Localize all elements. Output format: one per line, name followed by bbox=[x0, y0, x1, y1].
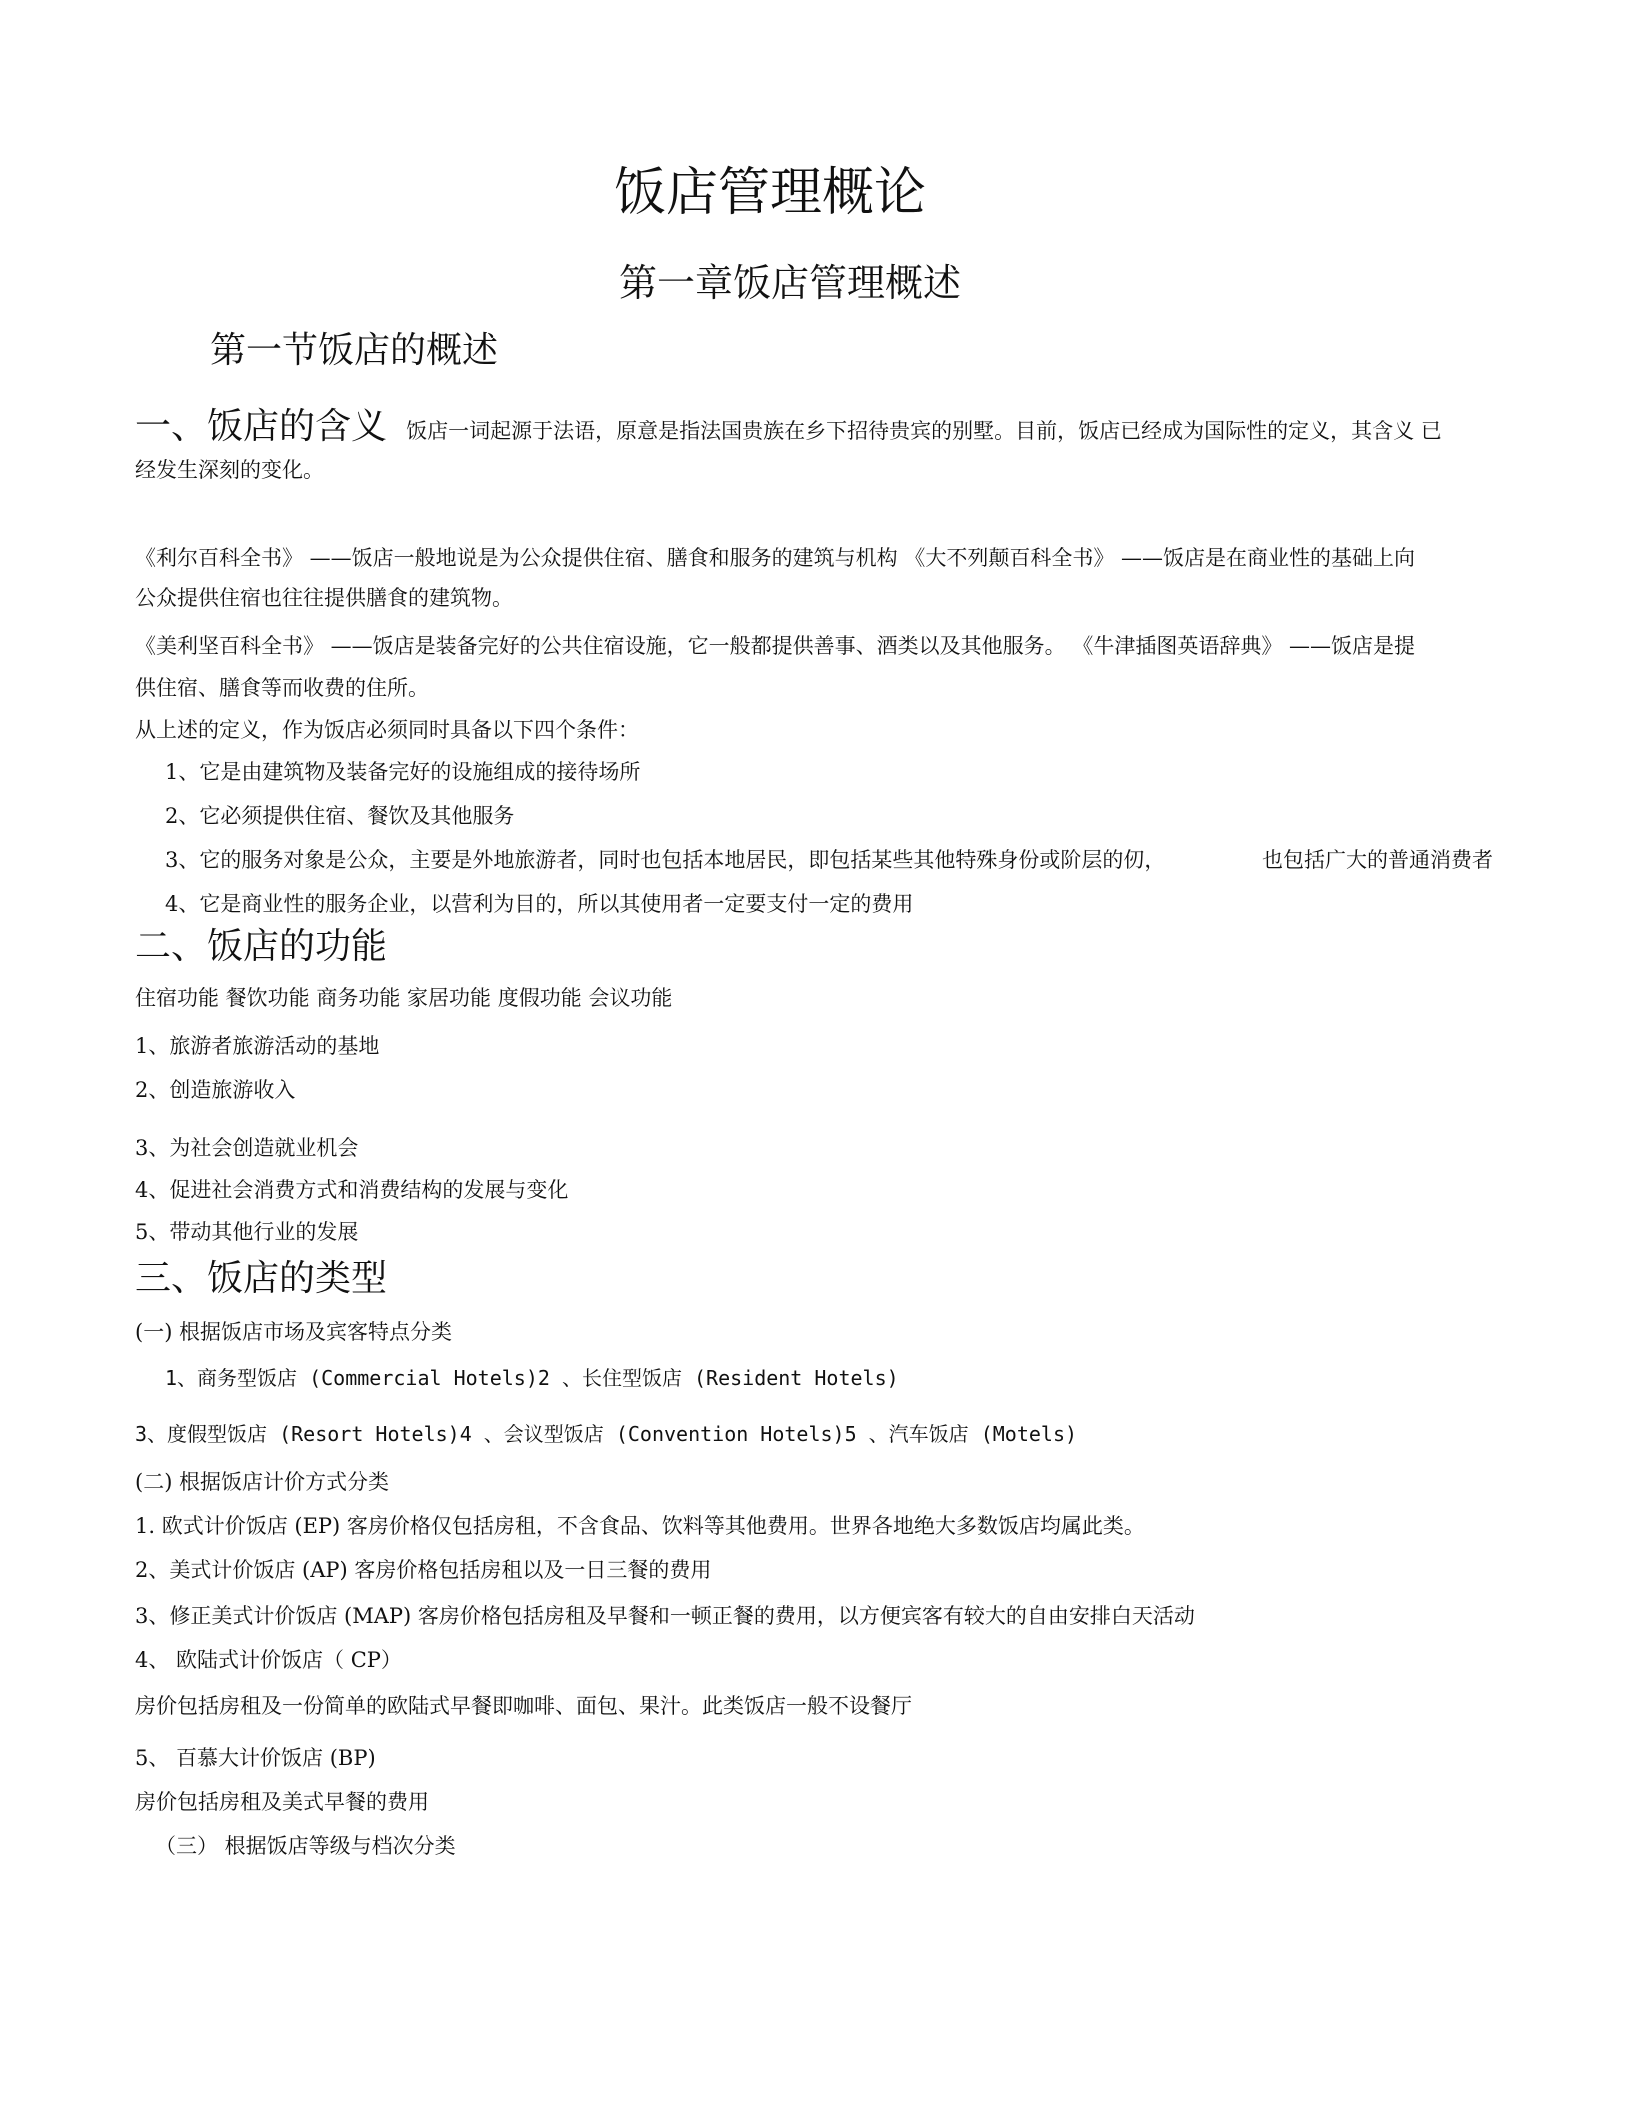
conditions-intro: 从上述的定义，作为饭店必须同时具备以下四个条件： bbox=[135, 718, 639, 742]
condition-item: 3、它的服务对象是公众，主要是外地旅游者，同时也包括本地居民，即包括某些其他特殊身份或阶层的仞， bbox=[165, 848, 1166, 872]
document-title: 饭店管理概论 bbox=[613, 163, 926, 223]
function-item: 3、为社会创造就业机会 bbox=[135, 1136, 359, 1160]
function-item: 1、旅游者旅游活动的基地 bbox=[135, 1034, 380, 1058]
part1-intro-b: 经发生深刻的变化。 bbox=[135, 458, 324, 482]
pricing-item: 3、修正美式计价饭店 (MAP) 客房价格包括房租及早餐和一顿正餐的费用，以方便宾客有较大的自由安排白天活动 bbox=[135, 1604, 1195, 1628]
definition-1-b: 公众提供住宿也往往提供膳食的建筑物。 bbox=[135, 586, 513, 610]
part2-heading: 二、饭店的功能 bbox=[135, 926, 388, 967]
definition-1-a: 《利尔百科全书》 ——饭店一般地说是为公众提供住宿、膳食和服务的建筑与机构 《大不列颠百科全书》 ——饭店是在商业性的基础上向 bbox=[135, 546, 1416, 570]
section-heading: 第一节饭店的概述 bbox=[210, 330, 499, 371]
pricing-item: 5、 百慕大计价饭店 (BP) bbox=[135, 1746, 376, 1770]
pricing-item: 1. 欧式计价饭店 (EP) 客房价格仅包括房租，不含食品、饮料等其他费用。世界各地绝大多数饭店均属此类。 bbox=[135, 1514, 1145, 1538]
part3-heading: 三、饭店的类型 bbox=[135, 1258, 388, 1299]
pricing-item: 4、 欧陆式计价饭店（ CP） bbox=[135, 1648, 402, 1672]
hotel-types-line-2: 3、度假型饭店 (Resort Hotels)4 、会议型饭店 (Convention Hotels)5 、汽车饭店 (Motels) bbox=[135, 1422, 1078, 1446]
condition-item: 1、它是由建筑物及装备完好的设施组成的接待场所 bbox=[165, 760, 641, 784]
hotel-types-line-1: 1、商务型饭店 (Commercial Hotels)2 、长住型饭店 (Resident Hotels) bbox=[165, 1366, 899, 1390]
condition-item: 4、它是商业性的服务企业，以营利为目的，所以其使用者一定要支付一定的费用 bbox=[165, 892, 914, 916]
pricing-note: 房价包括房租及美式早餐的费用 bbox=[135, 1790, 429, 1814]
pricing-item: 2、美式计价饭店 (AP) 客房价格包括房租以及一日三餐的费用 bbox=[135, 1558, 712, 1582]
subcategory-3: （三） 根据饭店等级与档次分类 bbox=[155, 1834, 456, 1858]
subcategory-1: (一) 根据饭店市场及宾客特点分类 bbox=[135, 1320, 453, 1344]
chapter-heading: 第一章饭店管理概述 bbox=[618, 261, 961, 305]
definition-2-b: 供住宿、膳食等而收费的住所。 bbox=[135, 676, 429, 700]
condition-3-tail: 也包括广大的普通消费者 bbox=[1262, 848, 1493, 872]
part1-heading: 一、饭店的含义 bbox=[135, 406, 388, 447]
part1-heading-line bbox=[135, 398, 1442, 449]
function-item: 2、创造旅游收入 bbox=[135, 1078, 296, 1102]
function-item: 5、带动其他行业的发展 bbox=[135, 1220, 359, 1244]
part1-intro-a: 饭店一词起源于法语，原意是指法国贵族在乡下招待贵宾的别墅。目前，饭店已经成为国际性的定义，其含义 已 bbox=[406, 419, 1442, 443]
condition-item: 2、它必须提供住宿、餐饮及其他服务 bbox=[165, 804, 515, 828]
definition-2-a: 《美利坚百科全书》 ——饭店是装备完好的公共住宿设施，它一般都提供善事、酒类以及其他服务。 《牛津插图英语辞典》 ——饭店是提 bbox=[135, 634, 1416, 658]
pricing-note: 房价包括房租及一份简单的欧陆式早餐即咖啡、面包、果汁。此类饭店一般不设餐厅 bbox=[135, 1694, 912, 1718]
subcategory-2: (二) 根据饭店计价方式分类 bbox=[135, 1470, 390, 1494]
functions-list: 住宿功能 餐饮功能 商务功能 家居功能 度假功能 会议功能 bbox=[135, 986, 673, 1010]
function-item: 4、促进社会消费方式和消费结构的发展与变化 bbox=[135, 1178, 569, 1202]
